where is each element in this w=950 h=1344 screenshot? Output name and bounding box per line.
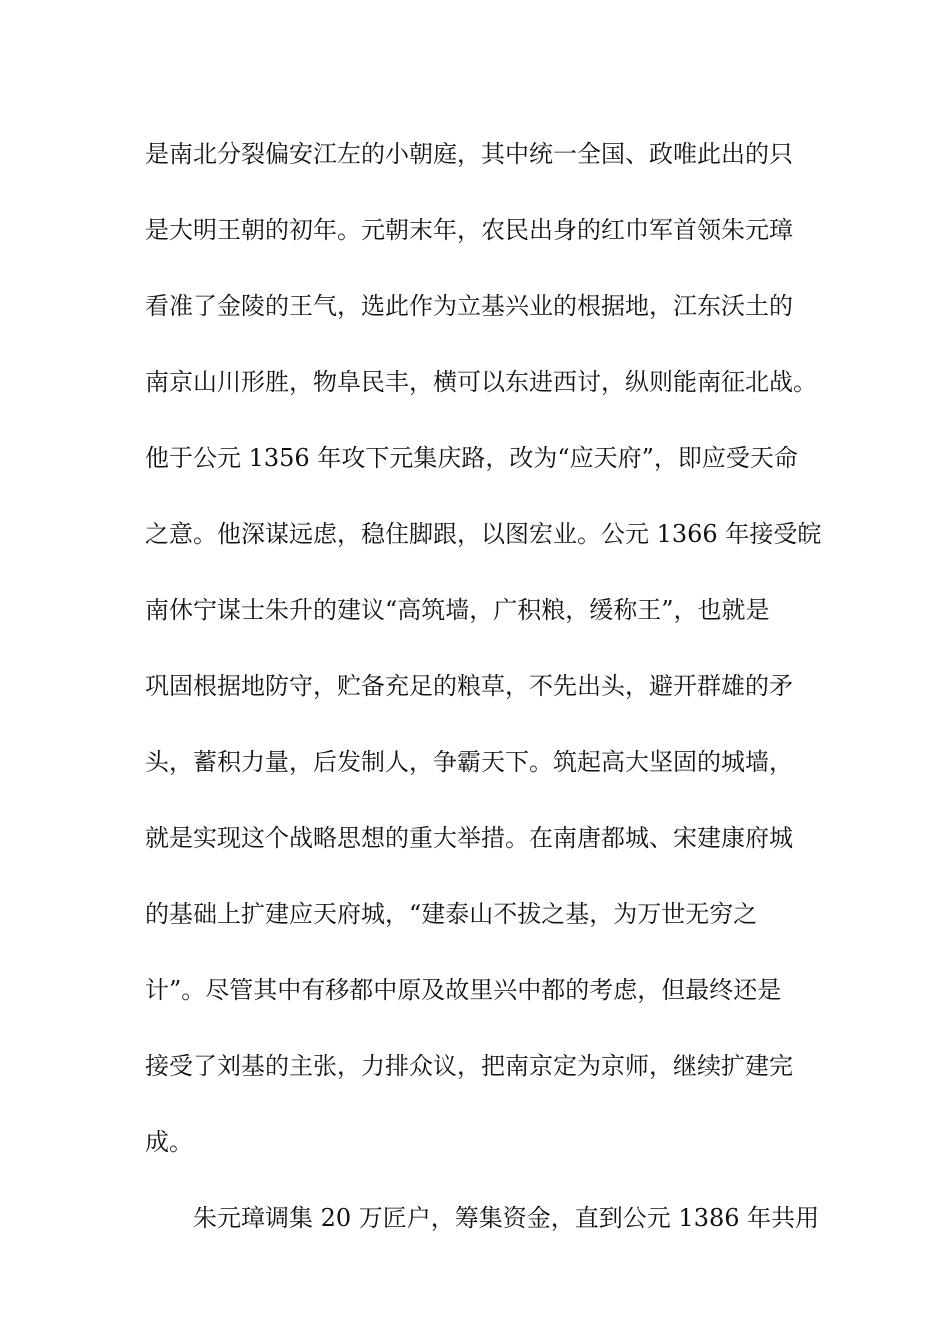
- text-line: 接受了刘基的主张，力排众议，把南京定为京师，继续扩建完: [145, 1052, 793, 1080]
- text-line: 巩固根据地防守，贮备充足的粮草，不先出头，避开群雄的矛: [145, 672, 793, 700]
- text-line: 的基础上扩建应天府城，“建泰山不拔之基，为万世无穷之: [145, 900, 758, 928]
- text-line: 南休宁谋士朱升的建议“高筑墙，广积粮，缓称王”，也就是: [145, 596, 770, 624]
- text-line: 是南北分裂偏安江左的小朝庭，其中统一全国、政唯此出的只: [145, 140, 793, 168]
- text-line: 南京山川形胜，物阜民丰，横可以东进西讨，纵则能南征北战。: [145, 368, 817, 396]
- text-line: 计”。尽管其中有移都中原及故里兴中都的考虑，但最终还是: [145, 976, 782, 1004]
- body-text: [145, 131, 822, 1271]
- text-line: 之意。他深谋远虑，稳住脚跟，以图宏业。公元 1366 年接受皖: [145, 520, 822, 548]
- paragraph-start-line: 朱元璋调集 20 万匠户，筹集资金，直到公元 1386 年共用: [193, 1204, 820, 1232]
- text-line: 看准了金陵的王气，选此作为立基兴业的根据地，江东沃土的: [145, 292, 793, 320]
- text-line: 是大明王朝的初年。元朝末年，农民出身的红巾军首领朱元璋: [145, 216, 793, 244]
- text-line: 他于公元 1356 年攻下元集庆路，改为“应天府”，即应受天命: [145, 444, 798, 472]
- text-line: 成。: [145, 1128, 193, 1156]
- text-line: 头，蓄积力量，后发制人，争霸天下。筑起高大坚固的城墙，: [145, 748, 793, 776]
- text-line: 就是实现这个战略思想的重大举措。在南唐都城、宋建康府城: [145, 824, 793, 852]
